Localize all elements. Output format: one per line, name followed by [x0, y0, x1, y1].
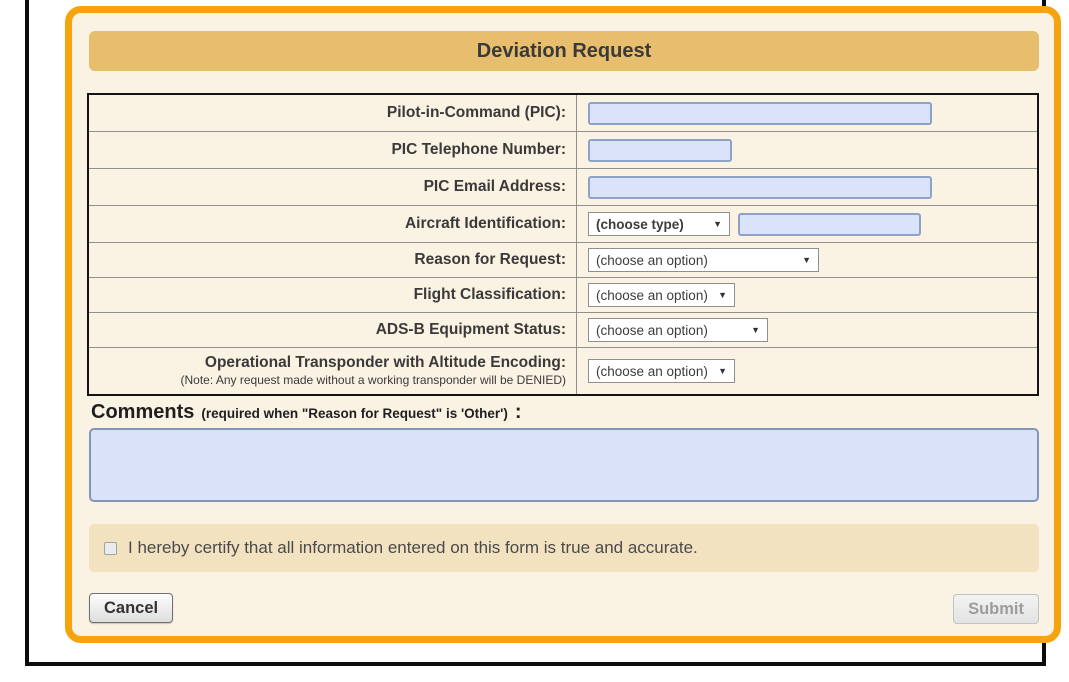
page-title: Deviation Request	[476, 39, 652, 62]
chevron-down-icon: ▼	[751, 325, 760, 335]
transponder-label	[89, 348, 577, 394]
flight-classification-label: Flight Classification:	[89, 278, 577, 312]
certify-checkbox[interactable]	[104, 542, 117, 555]
flight-classification-select-value: (choose an option)	[596, 287, 708, 303]
form-row-aircraft-id	[89, 206, 1037, 243]
aircraft-id-label: Aircraft Identification:	[89, 206, 577, 242]
certify-bar	[89, 524, 1039, 572]
form-row-reason	[89, 243, 1037, 278]
cancel-button[interactable]: Cancel	[89, 593, 173, 623]
pic-phone-input[interactable]	[588, 139, 732, 162]
adsb-status-select[interactable]	[588, 318, 768, 342]
deviation-form-table	[87, 93, 1039, 396]
flight-classification-select[interactable]	[588, 283, 735, 307]
chevron-down-icon: ▼	[713, 219, 722, 229]
comments-colon: :	[514, 401, 522, 423]
outer-frame	[25, 0, 1046, 666]
adsb-status-select-value: (choose an option)	[596, 322, 708, 338]
deviation-request-panel	[65, 6, 1061, 643]
transponder-note: (Note: Any request made without a working transponder will be DENIED)	[180, 373, 566, 387]
transponder-label-text: Operational Transponder with Altitude Encoding:	[204, 354, 566, 372]
pic-name-label: Pilot-in-Command (PIC):	[89, 95, 577, 131]
aircraft-id-input[interactable]	[738, 213, 921, 236]
form-row-pic-phone	[89, 132, 1037, 169]
comments-textarea[interactable]	[89, 428, 1039, 502]
transponder-select-value: (choose an option)	[596, 363, 708, 379]
aircraft-type-select[interactable]	[588, 212, 730, 236]
pic-phone-label: PIC Telephone Number:	[89, 132, 577, 168]
certify-label: I hereby certify that all information entered on this form is true and accurate.	[128, 538, 698, 557]
chevron-down-icon: ▼	[718, 366, 727, 376]
adsb-status-label: ADS-B Equipment Status:	[89, 313, 577, 347]
transponder-select[interactable]	[588, 359, 735, 383]
reason-label: Reason for Request:	[89, 243, 577, 277]
comments-heading	[91, 401, 522, 424]
aircraft-type-select-value: (choose type)	[596, 216, 684, 232]
pic-name-input[interactable]	[588, 102, 932, 125]
reason-select-value: (choose an option)	[596, 252, 708, 268]
form-title-bar	[89, 31, 1039, 71]
pic-email-input[interactable]	[588, 176, 932, 199]
chevron-down-icon: ▼	[718, 290, 727, 300]
pic-email-label: PIC Email Address:	[89, 169, 577, 205]
submit-button[interactable]: Submit	[953, 594, 1039, 624]
chevron-down-icon: ▼	[802, 255, 811, 265]
reason-select[interactable]	[588, 248, 819, 272]
form-row-pic-email	[89, 169, 1037, 206]
form-row-pic-name	[89, 95, 1037, 132]
form-row-flight-classification	[89, 278, 1037, 313]
comments-requirement-note: (required when "Reason for Request" is 'Other')	[201, 406, 508, 421]
form-row-transponder	[89, 348, 1037, 394]
form-row-adsb-status	[89, 313, 1037, 348]
comments-title: Comments	[91, 401, 195, 423]
